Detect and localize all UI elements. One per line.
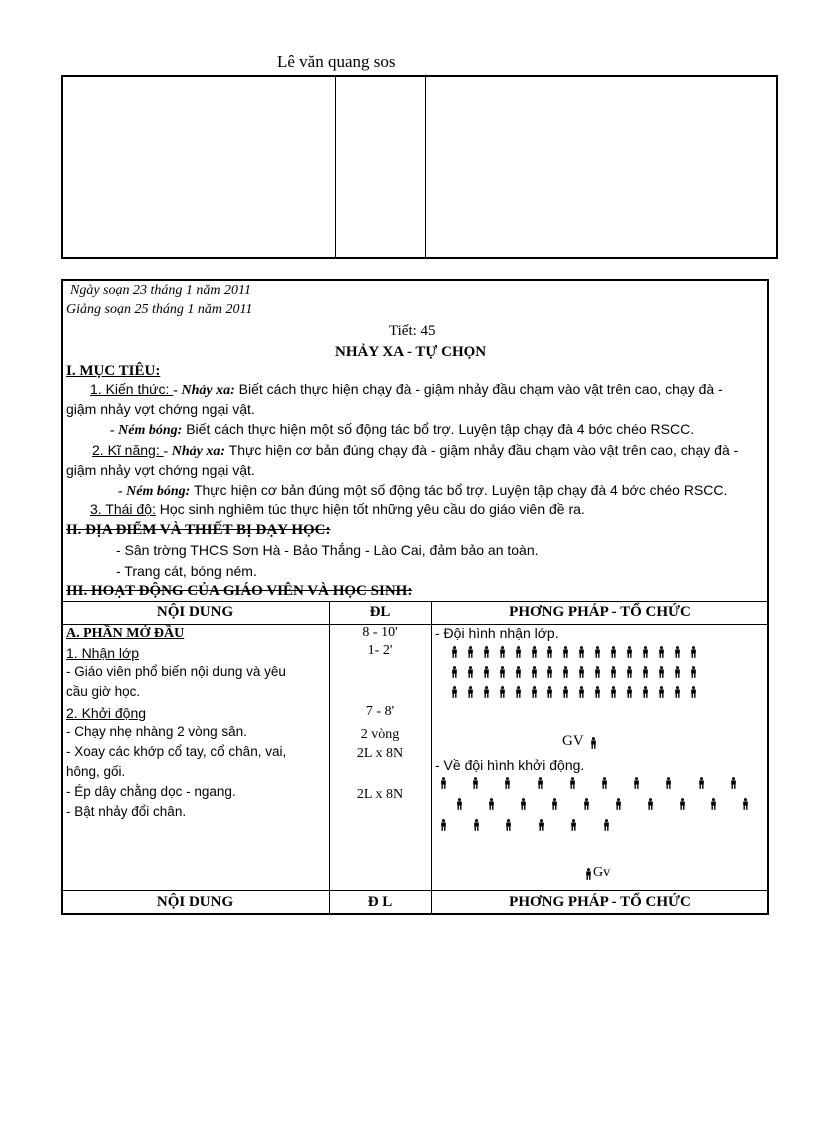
student-figure <box>467 646 474 658</box>
warmup-2-dose: 2L x 8N <box>356 746 404 761</box>
attitude-label: 3. Thái độ: <box>90 501 156 517</box>
student-figure <box>594 686 601 698</box>
student-figure <box>610 686 617 698</box>
student-figure <box>546 646 553 658</box>
student-figure <box>546 666 553 678</box>
skill-jump-text: Thực hiện cơ bản đúng chạy đà - giậm nhảy đầu chạm vào vật trên cao, chạy đà - <box>225 442 739 458</box>
student-figure <box>472 777 479 789</box>
method-2: - Về đội hình khởi động. <box>435 757 585 773</box>
item-2-title: 2. Khởi động <box>66 705 147 721</box>
student-figure <box>578 686 585 698</box>
student-figure <box>473 819 480 831</box>
student-figure <box>538 819 545 831</box>
student-figure <box>658 646 665 658</box>
date-prepared: Ngày soạn 23 tháng 1 năm 2011 <box>70 283 251 298</box>
teacher-figure <box>585 868 592 880</box>
knowledge-ball-label: - Ném bóng: <box>110 423 183 438</box>
header-table <box>61 75 778 259</box>
knowledge-line <box>90 381 723 399</box>
warmup-2a: - Xoay các khớp cổ tay, cổ chân, vai, <box>66 744 287 759</box>
student-figure <box>658 666 665 678</box>
student-figure <box>562 686 569 698</box>
table-divider <box>335 77 336 257</box>
student-figure <box>504 777 511 789</box>
student-figure <box>626 646 633 658</box>
student-figure <box>531 666 538 678</box>
student-figure <box>615 798 622 810</box>
footer-dose-header: Đ L <box>367 894 393 910</box>
item-1-dose: 1- 2' <box>367 643 393 658</box>
student-figure <box>647 798 654 810</box>
attitude-text: Học sinh nghiêm túc thực hiện tốt những yêu cầu do giáo viên đề ra. <box>155 501 585 517</box>
item-2-dose: 7 - 8' <box>365 704 395 719</box>
knowledge-ball-text: Biết cách thực hiện một số động tác bổ trợ. Luyện tập chạy đà 4 bớc chéo RSCC. <box>182 421 695 437</box>
venue-line-2: - Trang cát, bóng ném. <box>116 563 257 579</box>
student-figure <box>515 646 522 658</box>
student-figure <box>610 666 617 678</box>
warmup-3-dose: 2L x 8N <box>356 787 404 802</box>
student-figure <box>531 686 538 698</box>
skill-jump-label: - Nhảy xa: <box>163 444 226 459</box>
item-1-desc-1: - Giáo viên phổ biến nội dung và yêu <box>66 664 286 679</box>
footer-method-header: PHƠNG PHÁP - TỔ CHỨC <box>509 894 691 910</box>
student-figure <box>583 798 590 810</box>
student-figure <box>674 686 681 698</box>
student-figure <box>674 646 681 658</box>
knowledge-label: 1. Kiến thức: <box>90 381 174 397</box>
student-figure <box>610 646 617 658</box>
col-dose-header: ĐL <box>369 604 391 620</box>
student-figure <box>642 686 649 698</box>
skill-ball-label: - Ném bóng: <box>118 484 191 499</box>
student-figure <box>451 646 458 658</box>
student-figure <box>569 777 576 789</box>
student-figure <box>570 819 577 831</box>
student-figure <box>665 777 672 789</box>
student-figure <box>594 646 601 658</box>
student-figure <box>690 686 697 698</box>
attitude-line <box>90 501 585 517</box>
student-figure <box>626 686 633 698</box>
student-figure <box>451 666 458 678</box>
skill-line <box>92 442 738 460</box>
teacher-label-1: GV <box>562 733 584 749</box>
warmup-4: - Bật nhảy đổi chân. <box>66 804 187 819</box>
student-figure <box>499 646 506 658</box>
student-figure <box>578 666 585 678</box>
date-taught: Giảng soạn 25 tháng 1 năm 2011 <box>66 302 253 317</box>
student-figure <box>690 666 697 678</box>
objectives-heading: I. MỤC TIÊU: <box>66 363 161 379</box>
section-a-title: A. PHẦN MỞ ĐẦU <box>66 626 185 641</box>
student-figure <box>626 666 633 678</box>
student-figure <box>679 798 686 810</box>
student-figure <box>499 686 506 698</box>
student-figure <box>642 646 649 658</box>
student-figure <box>546 686 553 698</box>
student-figure <box>488 798 495 810</box>
student-figure <box>603 819 610 831</box>
warmup-1: - Chạy nhẹ nhàng 2 vòng sân. <box>66 724 247 739</box>
skill-jump-text-2: giậm nhảy vợt chớng ngại vật. <box>66 462 255 478</box>
student-figure <box>467 666 474 678</box>
student-figure <box>451 686 458 698</box>
method-1: - Đội hình nhận lớp. <box>435 625 559 641</box>
author-name: Lê văn quang sos <box>277 52 396 71</box>
knowledge-jump-text-2: giậm nhảy vợt chớng ngại vật. <box>66 401 255 417</box>
student-figure <box>456 798 463 810</box>
student-figure <box>742 798 749 810</box>
teacher-figure <box>590 737 597 749</box>
student-figure <box>520 798 527 810</box>
student-figure <box>562 666 569 678</box>
skill-label: 2. Kĩ năng: <box>92 442 164 458</box>
student-figure <box>698 777 705 789</box>
student-figure <box>467 686 474 698</box>
knowledge-jump-label: - Nhảy xa: <box>173 383 235 398</box>
student-figure <box>551 798 558 810</box>
student-figure <box>633 777 640 789</box>
venue-heading: II. ĐỊA ĐIỂM VÀ THIẾT BỊ DẠY HỌC: <box>66 522 331 538</box>
student-figure <box>515 666 522 678</box>
teacher-label-2: Gv <box>593 865 611 880</box>
skill-ball-line <box>118 482 727 500</box>
student-figure <box>515 686 522 698</box>
student-figure <box>674 666 681 678</box>
lesson-period: Tiết: 45 <box>389 323 436 339</box>
warmup-1-dose: 2 vòng <box>360 727 400 742</box>
activities-heading: III. HOẠT ĐỘNG CỦA GIÁO VIÊN VÀ HỌC SINH: <box>66 583 413 599</box>
col-method-header: PHƠNG PHÁP - TỔ CHỨC <box>509 604 691 620</box>
student-figure <box>483 686 490 698</box>
item-1-desc-2: cầu giờ học. <box>66 684 141 699</box>
student-figure <box>531 646 538 658</box>
knowledge-ball-line <box>110 421 694 439</box>
column-divider <box>431 601 432 914</box>
student-figure <box>578 646 585 658</box>
warmup-2b: hông, gối. <box>66 764 126 779</box>
section-a-dose: 8 - 10' <box>362 625 398 640</box>
student-figure <box>499 666 506 678</box>
student-figure <box>594 666 601 678</box>
student-figure <box>537 777 544 789</box>
student-figure <box>730 777 737 789</box>
table-rule <box>61 890 769 891</box>
student-figure <box>440 777 447 789</box>
student-figure <box>690 646 697 658</box>
warmup-3: - Ép dây chằng dọc - ngang. <box>66 784 236 799</box>
student-figure <box>483 646 490 658</box>
footer-content-header: NỘI DUNG <box>156 894 234 910</box>
student-figure <box>601 777 608 789</box>
student-figure <box>658 686 665 698</box>
student-figure <box>483 666 490 678</box>
col-content-header: NỘI DUNG <box>156 604 234 620</box>
item-1-title: 1. Nhận lớp <box>66 645 140 661</box>
table-divider <box>425 77 426 257</box>
venue-line-1: - Sân trờng THCS Sơn Hà - Bảo Thắng - Lào Cai, đảm bảo an toàn. <box>116 542 539 558</box>
student-figure <box>505 819 512 831</box>
knowledge-jump-text: Biết cách thực hiện chạy đà - giậm nhảy đầu chạm vào vật trên cao, chạy đà - <box>234 381 723 397</box>
student-figure <box>562 646 569 658</box>
student-figure <box>642 666 649 678</box>
skill-ball-text: Thực hiện cơ bản đúng một số động tác bổ trợ. Luyện tập chạy đà 4 bớc chéo RSCC. <box>190 482 728 498</box>
table-rule <box>61 601 769 602</box>
student-figure <box>440 819 447 831</box>
lesson-title: NHẢY XA - TỰ CHỌN <box>335 344 487 360</box>
student-figure <box>710 798 717 810</box>
